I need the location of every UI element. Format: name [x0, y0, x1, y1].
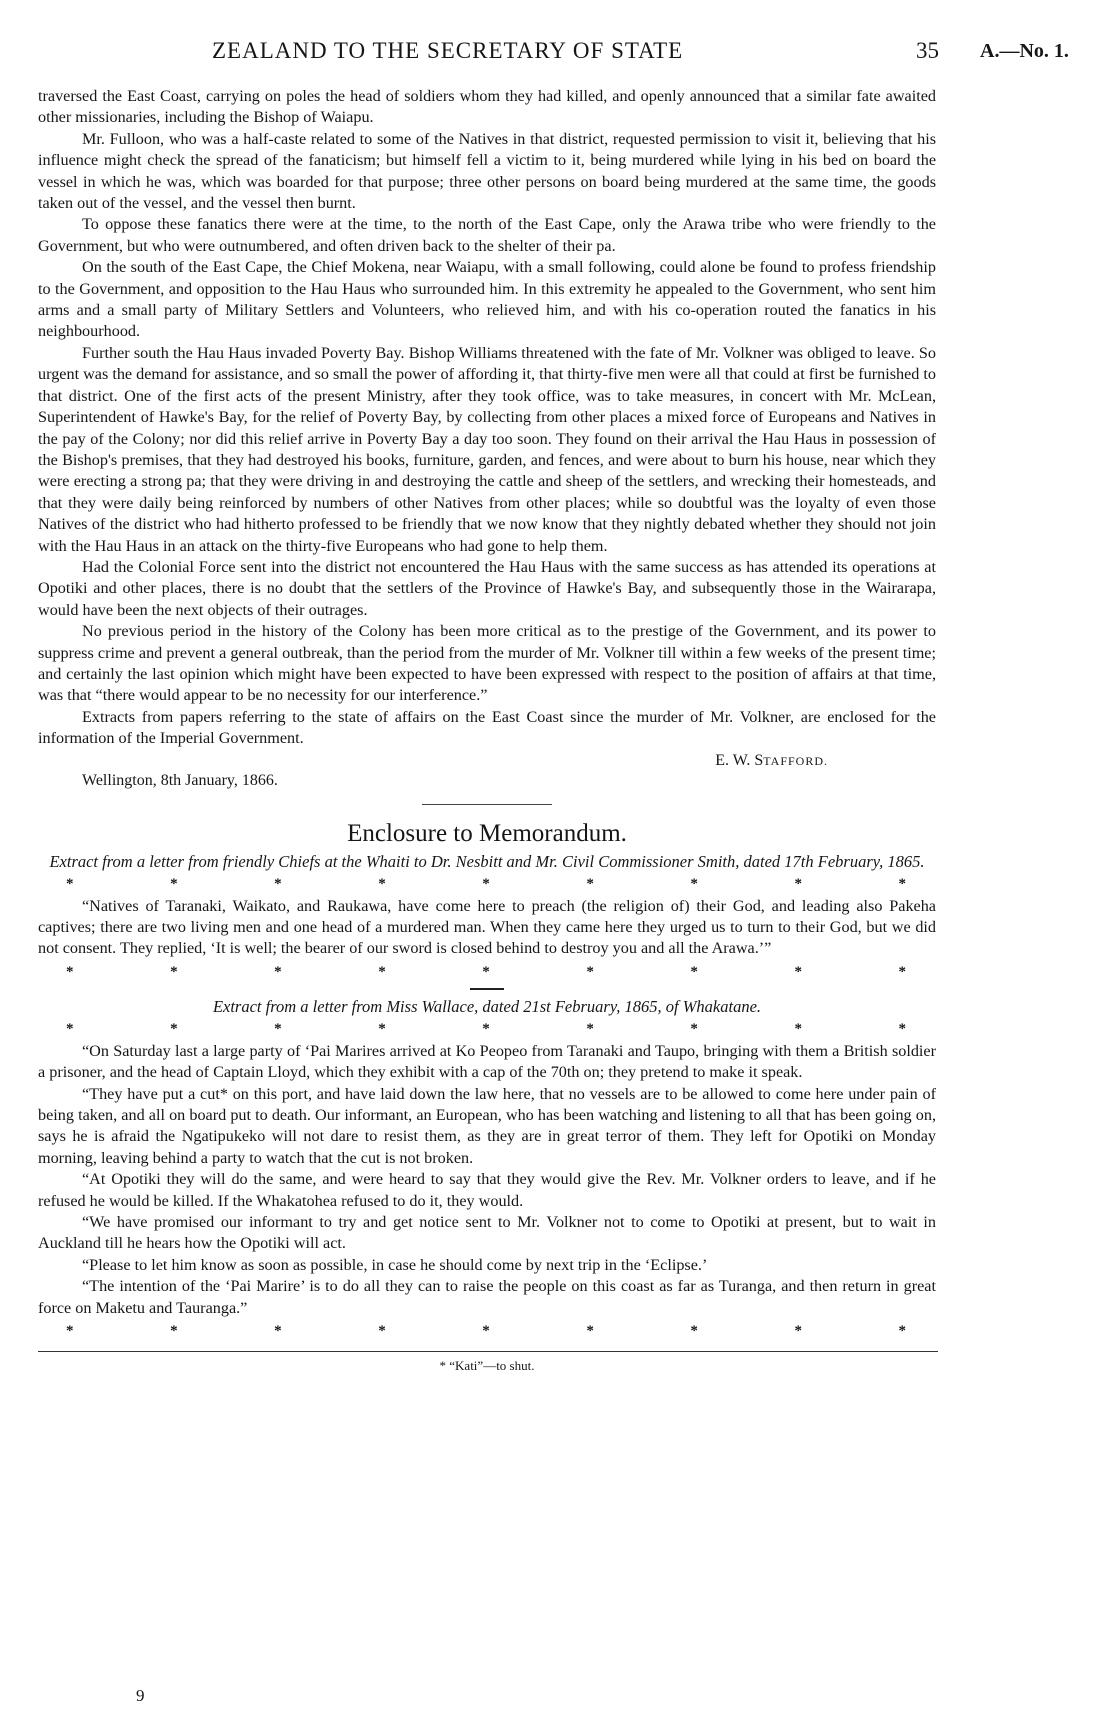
- asterisk: *: [690, 875, 698, 892]
- asterisk: *: [66, 1323, 74, 1340]
- extract-paragraph: “On Saturday last a large party of ‘Pai Marires arrived at Ko Peopeo from Taranaki and Taupo, bringing with them a British soldier a prisoner, and the head of Captain Lloyd, which they exhibit with a cap of the 70th on; they pretend to make it speak.: [38, 1041, 936, 1082]
- asterisk: *: [66, 875, 74, 892]
- asterisk: *: [378, 1323, 386, 1340]
- asterism-row: [38, 1321, 936, 1341]
- asterisk: *: [898, 1323, 906, 1340]
- asterisk: *: [274, 963, 282, 980]
- memo-paragraph: Had the Colonial Force sent into the district not encountered the Hau Haus with the same success as has attended its operations at Opotiki and other places, there is no doubt that the settlers of the Province of Hawke's Bay, and subsequently those in the Wairarapa, would have been the next objects of their outrages.: [38, 557, 936, 619]
- asterisk: *: [898, 963, 906, 980]
- asterisk: *: [586, 1020, 594, 1037]
- signature: E. W. STAFFORD.: [715, 751, 828, 769]
- asterisk: *: [690, 963, 698, 980]
- enclosure-heading: Enclosure to Memorandum.: [347, 819, 627, 847]
- memo-paragraph: traversed the East Coast, carrying on poles the head of soldiers whom they had killed, and openly announced that a similar fate awaited other missionaries, including the Bishop of Waiapu.: [38, 87, 936, 127]
- sheet-number: 9: [136, 1686, 145, 1705]
- memo-paragraph: On the south of the East Cape, the Chief Mokena, near Waiapu, with a small following, could alone be found to profess friendship to the Government, and opposition to the Hau Haus who surrounded him. In this extremity he appealed to the Government, who sent him arms and a small party of Military Settlers and Volunteers, who relieved him, and with his co-operation routed the fanatics in his neighbourhood.: [38, 258, 936, 341]
- memo-paragraph: Extracts from papers referring to the state of affairs on the East Coast since the murder of Mr. Volkner, are enclosed for the information of the Imperial Government.: [38, 707, 936, 748]
- asterisk: *: [378, 1020, 386, 1037]
- header-title: ZEALAND TO THE SECRETARY OF STATE: [212, 38, 684, 63]
- memo-paragraph: Further south the Hau Haus invaded Poverty Bay. Bishop Williams threatened with the fate of Mr. Volkner was obliged to leave. So urgent was the demand for assistance, and so small the power of affording it, that thirty-five men were all that could at first be furnished to that district. One of the first acts of the present Ministry, after they took office, was to take measures, in concert with Mr. McLean, Superintendent of Hawke's Bay, for the relief of Poverty Bay, by collecting from other places a mixed force of Europeans and Natives in the pay of the Colony; nor did this relief arrive in Poverty Bay a day too soon. They found on their arrival the Hau Haus in possession of the Bishop's premises, that they had destroyed his books, furniture, garden, and fences, and were about to burn his house, near which they were erecting a strong pa; that they were driving in and destroying the cattle and sheep of the settlers, and wrecking their homesteads, and that they were daily being reinforced by numbers of other Natives from other places; while so doubtful was the loyalty of even those Natives of the district who had hitherto professed to be friendly that we now know that they nightly debated whether they should not join with the Hau Haus in an attack on the thirty-five Europeans who had gone to help them.: [38, 343, 937, 555]
- asterisk: *: [274, 1323, 282, 1340]
- paper-reference: A.—No. 1.: [980, 40, 1069, 62]
- asterisk: *: [66, 1020, 74, 1037]
- asterisk: *: [898, 875, 906, 892]
- extract-paragraph: “Natives of Taranaki, Waikato, and Raukawa, have come here to preach (the religion of) their God, and leading also Pakeha captives; there are two living men and one head of a murdered man. When they came here they urged us to turn to their God, but we did not consent. They replied, ‘It is well; the bearer of our sword is closed behind to destroy you and all the Arawa.’”: [38, 896, 936, 958]
- extract-paragraph: “They have put a cut* on this port, and have laid down the law here, that no vessels are to be allowed to come here under pain of being taken, and all on board put to death. Our informant, an European, who has been watching and listening to all that has been going on, says he is afraid the Ngatipukeko will not dare to resist them, as they are in great terror of them. They left for Opotiki on Monday morning, leaving behind a party to watch that the cut is not broken.: [38, 1084, 936, 1167]
- place-date: Wellington, 8th January, 1866.: [82, 771, 278, 789]
- extract-paragraph: “At Opotiki they will do the same, and were heard to say that they would give the Rev. Mr. Volkner orders to leave, and if he refused he would be killed. If the Whakatohea refused to do it, they would.: [38, 1170, 936, 1210]
- extract-paragraph: “The intention of the ‘Pai Marire’ is to do all they can to raise the people on this coast as far as Turanga, and then return in great force on Maketu and Tauranga.”: [38, 1277, 936, 1317]
- asterisk: *: [898, 1020, 906, 1037]
- asterisk: *: [482, 963, 490, 980]
- asterisk: *: [170, 1323, 178, 1340]
- page-number: 35: [916, 38, 939, 63]
- page-body: [38, 86, 936, 1374]
- asterisk: *: [274, 1020, 282, 1037]
- extract-paragraph: “We have promised our informant to try and get notice sent to Mr. Volkner not to come to Opotiki at present, but to wait in Auckland till he hears how the Opotiki will act.: [38, 1213, 936, 1253]
- footnote-rule: [38, 1351, 938, 1352]
- asterisk: *: [482, 1323, 490, 1340]
- extract-title: Extract from a letter from Miss Wallace, dated 21st February, 1865, of Whakatane.: [212, 996, 762, 1016]
- running-header: [0, 38, 1114, 68]
- section-divider: [422, 804, 552, 805]
- asterism-row: [38, 874, 936, 894]
- asterisk: *: [482, 875, 490, 892]
- asterisk: *: [794, 875, 802, 892]
- asterism-row: [38, 962, 936, 982]
- asterism-row: [38, 1019, 936, 1039]
- memo-paragraph: To oppose these fanatics there were at the time, to the north of the East Cape, only the Arawa tribe who were friendly to the Government, but who were outnumbered, and often driven back to the shelter of their pa.: [38, 215, 936, 255]
- asterisk: *: [170, 963, 178, 980]
- asterisk: *: [586, 963, 594, 980]
- asterisk: *: [274, 875, 282, 892]
- section-divider: [470, 988, 504, 990]
- asterisk: *: [794, 1323, 802, 1340]
- memo-paragraph: No previous period in the history of the Colony has been more critical as to the prestige of the Government, and its power to suppress crime and prevent a general outbreak, than the period from the murder of Mr. Volkner till within a few weeks of the present time; and certainly the last opinion which might have been expected to have been expressed with respect to the position of affairs at that time, was that “there would appear to be no necessity for our interference.”: [38, 622, 936, 705]
- extract-paragraph: “Please to let him know as soon as possible, in case he should come by next trip in the ‘Eclipse.’: [82, 1255, 708, 1274]
- asterisk: *: [170, 1020, 178, 1037]
- footnote: * “Kati”—to shut.: [439, 1358, 535, 1374]
- asterisk: *: [690, 1020, 698, 1037]
- asterisk: *: [170, 875, 178, 892]
- asterisk: *: [794, 963, 802, 980]
- asterisk: *: [482, 1020, 490, 1037]
- asterisk: *: [586, 1323, 594, 1340]
- extract-title: Extract from a letter from friendly Chiefs at the Whaiti to Dr. Nesbitt and Mr. Civil Commissioner Smith, dated 17th February, 1865.: [49, 851, 925, 871]
- asterisk: *: [794, 1020, 802, 1037]
- signature-block: [38, 750, 936, 794]
- memo-paragraph: Mr. Fulloon, who was a half-caste related to some of the Natives in that district, requested permission to visit it, believing that his influence might check the spread of the fanaticism; but himself fell a victim to it, being murdered while lying in his bed on board the vessel in which he was, which was boarded for that purpose; three other persons on board being murdered at the same time, the goods taken out of the vessel, and the vessel then burnt.: [38, 129, 936, 213]
- asterisk: *: [66, 963, 74, 980]
- asterisk: *: [378, 875, 386, 892]
- asterisk: *: [586, 875, 594, 892]
- asterisk: *: [690, 1323, 698, 1340]
- asterisk: *: [378, 963, 386, 980]
